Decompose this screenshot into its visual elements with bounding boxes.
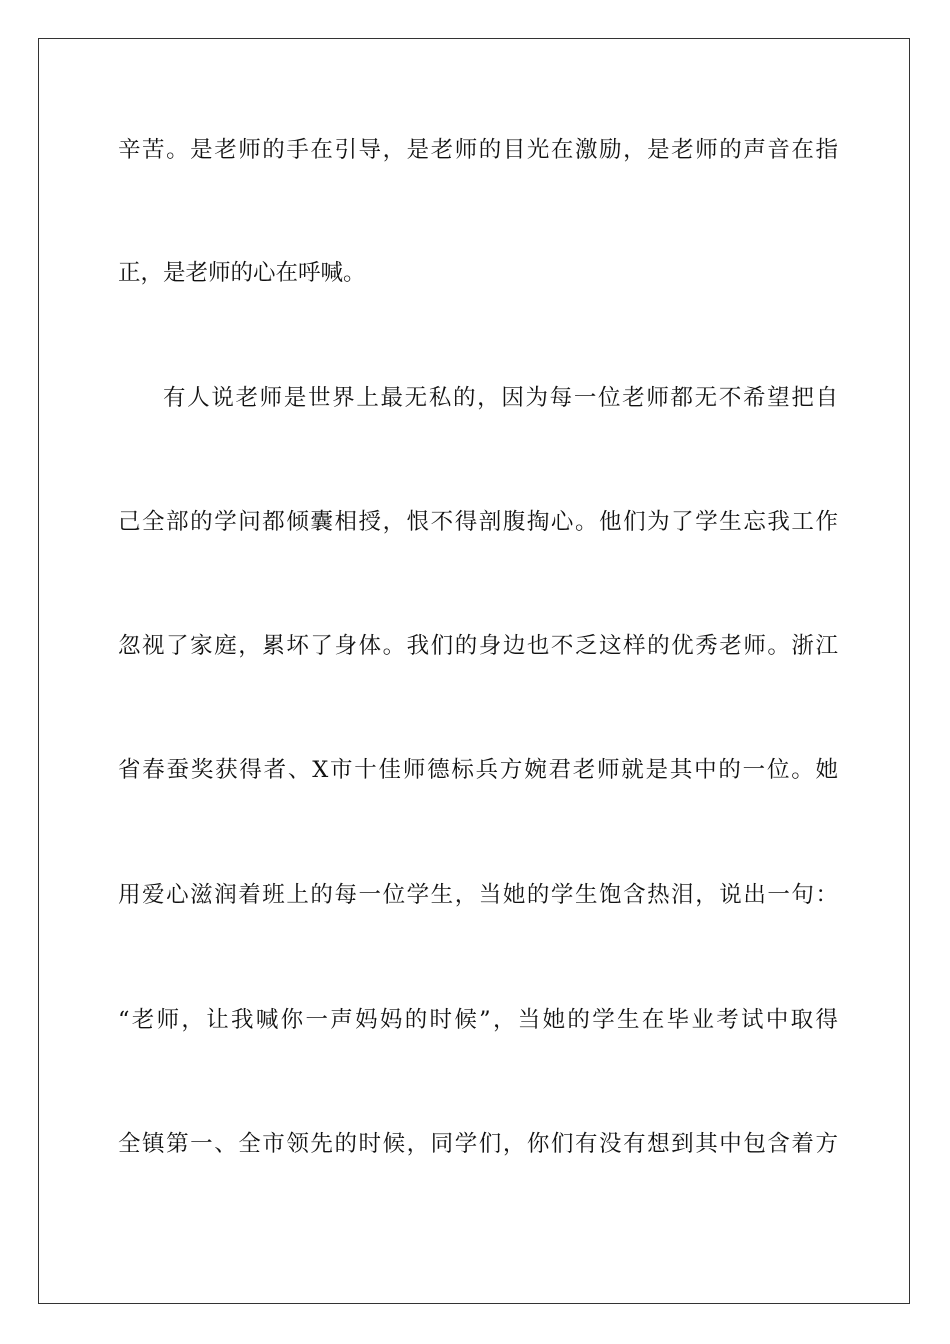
- text-line: 己全部的学问都倾囊相授，恨不得剖腹掏心。他们为了学生忘我工作: [118, 509, 838, 535]
- paragraph-first-line: 有人说老师是世界上最无私的，因为每一位老师都无不希望把自: [163, 385, 838, 411]
- page-border: [38, 38, 910, 1304]
- text-line: 全镇第一、全市领先的时候，同学们，你们有没有想到其中包含着方: [118, 1131, 838, 1157]
- text-line: 省春蚕奖获得者、X市十佳师德标兵方婉君老师就是其中的一位。她: [118, 757, 838, 783]
- text-line: 用爱心滋润着班上的每一位学生，当她的学生饱含热泪，说出一句：: [118, 882, 838, 908]
- text-line: “老师，让我喊你一声妈妈的时候”，当她的学生在毕业考试中取得: [118, 1007, 838, 1033]
- text-line: 正，是老师的心在呼喊。: [118, 260, 366, 286]
- text-line: 辛苦。是老师的手在引导，是老师的目光在激励，是老师的声音在指: [118, 137, 838, 163]
- text-line: 忽视了家庭，累坏了身体。我们的身边也不乏这样的优秀老师。浙江: [118, 633, 838, 659]
